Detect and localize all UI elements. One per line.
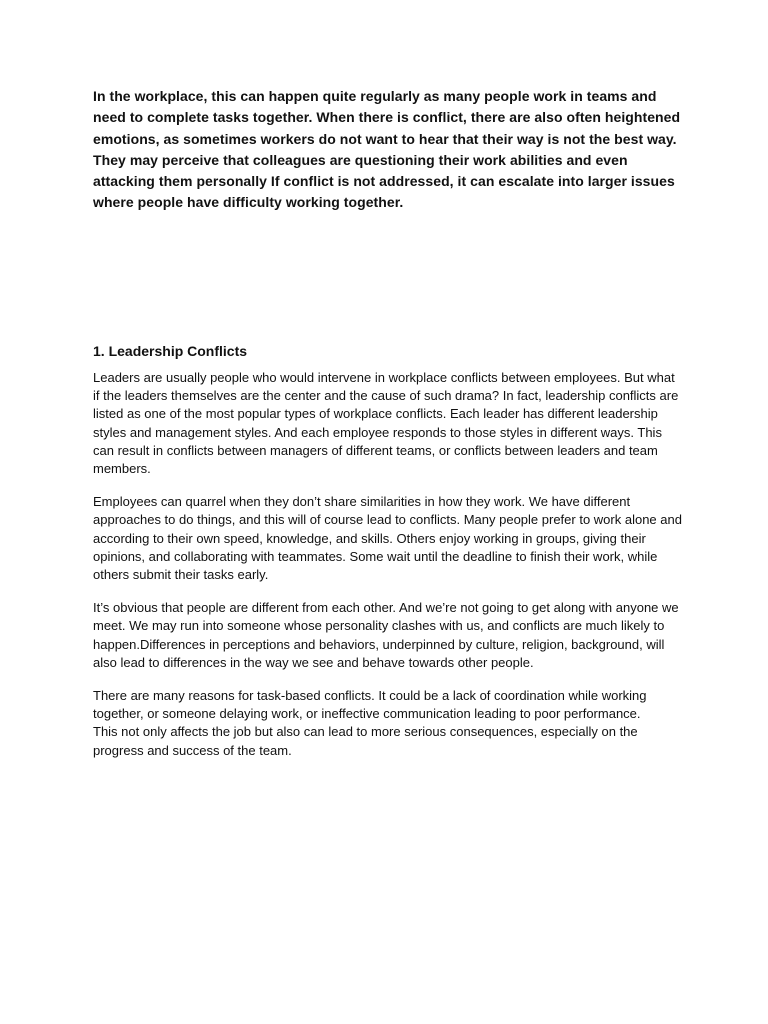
body-paragraph-4: There are many reasons for task-based conflicts. It could be a lack of coordination while working together, or someone delaying work, or ineffective communication leading to poor performance. This not only affects the job but also can lead to more serious consequences, especially on the progress and success of the team. [93, 688, 647, 758]
leadership-conflicts-section [93, 341, 683, 760]
body-paragraph-1: Leaders are usually people who would intervene in workplace conflicts between employees. But what if the leaders themselves are the center and the cause of such drama? In fact, leadership conflicts are listed as one of the most popular types of workplace conflicts. Each leader has different leadership styles and management styles. And each employee responds to those styles in different ways. This can result in conflicts between managers of different teams, or conflicts between leaders and team members. [93, 370, 679, 477]
intro-paragraph: In the workplace, this can happen quite regularly as many people work in teams and need to complete tasks together. When there is conflict, there are also often heightened emotions, as sometimes workers do not want to hear that their way is not the best way. They may perceive that colleagues are questioning their work abilities and even attacking them personally If conflict is not addressed, it can escalate into larger issues where people have difficulty working together. [93, 88, 681, 211]
body-paragraph-2: Employees can quarrel when they don’t share similarities in how they work. We have different approaches to do things, and this will of course lead to conflicts. Many people prefer to work alone and according to their own speed, knowledge, and skills. Others enjoy working in groups, giving their opinions, and collaborating with teammates. Some wait until the deadline to finish their work, while others submit their tasks early. [93, 494, 682, 583]
body-paragraph-3: It’s obvious that people are different from each other. And we’re not going to get along with anyone we meet. We may run into someone whose personality clashes with us, and conflicts are much likely to happen.Differences in perceptions and behaviors, underpinned by culture, religion, background, will also lead to differences in the way we see and behave towards other people. [93, 600, 679, 670]
section-heading: 1. Leadership Conflicts [93, 343, 248, 359]
